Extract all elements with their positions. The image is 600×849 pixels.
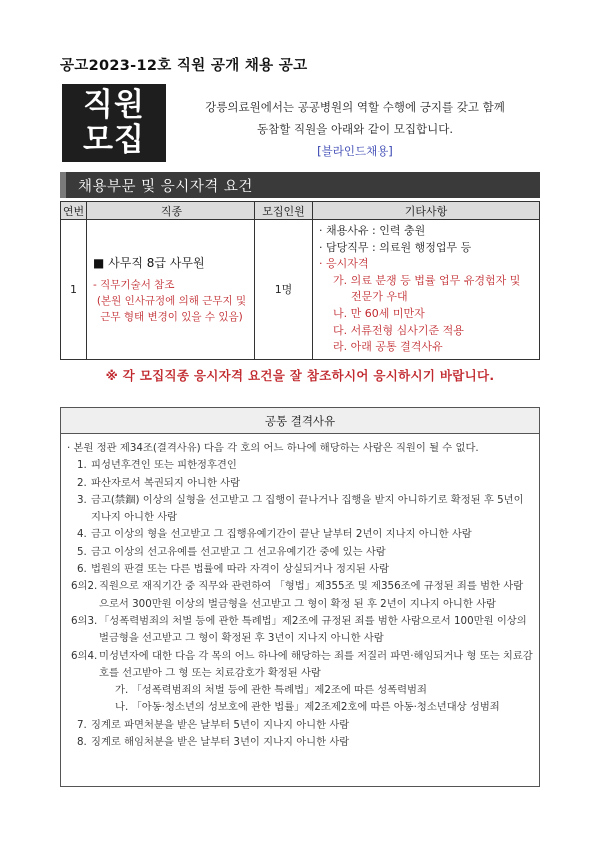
table-header-row <box>61 202 540 220</box>
list-item: 3. 금고(禁錮) 이상의 실형을 선고받고 그 집행이 끝나거나 집행을 받지 아니하기로 확정된 후 5년이 지나지 아니한 사람 <box>77 493 524 524</box>
cell-count: 1명 <box>255 220 313 360</box>
etc-qual-a2: 전문가 우대 <box>351 290 408 304</box>
list-item: 5. 금고 이상의 선고유예를 선고받고 그 선고유예기간 중에 있는 사람 <box>77 545 386 558</box>
blind-hiring-label: [블라인드채용] <box>317 144 393 158</box>
job-title: ■ 사무직 8급 사무원 <box>93 255 205 270</box>
intro-text <box>170 96 540 162</box>
header-kind: 직종 <box>87 202 255 220</box>
etc-duty: · 담당직무 : 의료원 행정업무 등 <box>319 240 472 254</box>
job-note-3: 근무 형태 변경이 있을 수 있음) <box>100 310 243 323</box>
disqualification-body <box>61 434 539 751</box>
notice-title: 공고2023-12호 직원 공개 채용 공고 <box>60 58 308 74</box>
recruit-table <box>60 201 540 360</box>
list-item: 7. 징계로 파면처분을 받은 날부터 5년이 지나지 아니한 사람 <box>77 718 350 731</box>
cell-no: 1 <box>61 220 87 360</box>
list-item: 6의2. 직원으로 재직기간 중 직무와 관련하여 「형법」제355조 및 제356조에 규정된 죄를 범한 사람으로서 300만원 이상의 벌금형을 선고받고 그 형이 확정 된 후 2년이 지나지 아니한 사람 <box>71 580 524 610</box>
job-note-2: (본원 인사규정에 의해 근무지 및 <box>96 294 247 307</box>
recruit-logo <box>62 84 166 162</box>
etc-qual-d: 라. 아래 공통 결격사유 <box>333 340 443 354</box>
logo-line-1: 직원 <box>83 87 145 123</box>
section-title: 채용부문 및 응시자격 요건 <box>78 178 253 195</box>
list-item: 1. 피성년후견인 또는 피한정후견인 <box>77 459 237 472</box>
cell-kind <box>87 220 255 360</box>
sub-item-a: 가. 「성폭력범죄의 처벌 등에 관한 특례법」제2조에 따른 성폭력범죄 <box>115 684 427 697</box>
etc-qual-c: 다. 서류전형 심사기준 적용 <box>333 323 464 337</box>
sub-item-b: 나. 「아동·청소년의 성보호에 관한 법률」제2조제2호에 따른 아동·청소년대상 성범죄 <box>115 701 500 714</box>
etc-qual-title: · 응시자격 <box>319 257 369 271</box>
table-row <box>61 220 540 360</box>
section-accent <box>60 172 66 198</box>
header-no: 연번 <box>61 202 87 220</box>
cell-etc <box>313 220 540 360</box>
etc-qual-a1: 가. 의료 분쟁 등 법률 업무 유경험자 및 <box>333 273 521 287</box>
disqualification-title: 공통 결격사유 <box>61 408 539 434</box>
header-count: 모집인원 <box>255 202 313 220</box>
list-item: 2. 파산자로서 복권되지 아니한 사람 <box>77 476 241 489</box>
etc-reason: · 채용사유 : 인력 충원 <box>319 224 426 237</box>
etc-qual-b: 나. 만 60세 미만자 <box>333 306 425 320</box>
intro-line-1: 강릉의료원에서는 공공병원의 역할 수행에 긍지를 갖고 함께 <box>205 100 505 114</box>
header-etc: 기타사항 <box>313 202 540 220</box>
job-note-1: - 직무기술서 참조 <box>93 278 175 291</box>
warning-note: ※ 각 모집직종 응시자격 요건을 잘 참조하시어 응시하시기 바랍니다. <box>105 368 495 383</box>
list-item: 6. 법원의 판결 또는 다른 법률에 따라 자격이 상실되거나 정지된 사람 <box>77 563 390 576</box>
list-item: 6의3. 「성폭력범죄의 처벌 등에 관한 특례법」제2조에 규정된 죄를 범한 사람으로서 100만원 이상의 벌금형을 선고받고 그 형이 확정된 후 3년이 지나지 아니한 사람 <box>71 614 527 645</box>
list-item: 8. 징계로 해임처분을 받은 날부터 3년이 지나지 아니한 사람 <box>77 736 350 749</box>
list-item: 6의4. 미성년자에 대한 다음 각 목의 어느 하나에 해당하는 죄를 저질러 파면·해임되거나 형 또는 치료감호를 선고받아 그 형 또는 치료감호가 확정된 사람 <box>71 649 533 679</box>
logo-line-2: 모집 <box>83 122 145 158</box>
list-item: 4. 금고 이상의 형을 선고받고 그 집행유예기간이 끝난 날부터 2년이 지나지 아니한 사람 <box>77 528 472 541</box>
section-header <box>60 172 540 198</box>
disqualification-box <box>60 407 540 787</box>
disqualification-lead: · 본원 정관 제34조(결격사유) 다음 각 호의 어느 하나에 해당하는 사람은 직원이 될 수 없다. <box>67 442 479 454</box>
intro-line-2: 동참할 직원을 아래와 같이 모집합니다. <box>256 122 454 136</box>
